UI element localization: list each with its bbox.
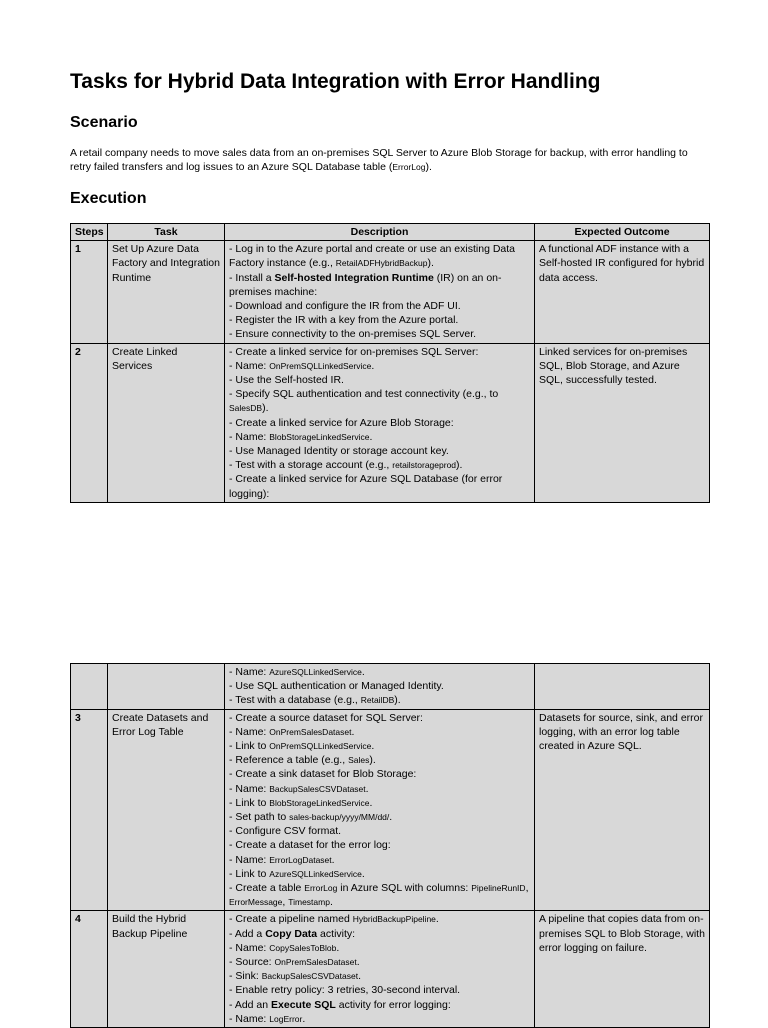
- description-line: [229, 711, 530, 725]
- scenario-text-after: ).: [425, 161, 432, 173]
- inline-code: BackupSalesCSVDataset: [269, 783, 366, 794]
- row-description: [225, 343, 535, 502]
- text-segment: .: [358, 970, 361, 983]
- row-task: [108, 664, 225, 710]
- text-segment: .: [369, 430, 373, 443]
- text-segment: - Use Managed Identity or storage account key.: [229, 445, 449, 458]
- scenario-text: [70, 146, 710, 174]
- description-line: [229, 416, 530, 430]
- table-row: [71, 343, 710, 502]
- scenario-heading: Scenario: [70, 114, 138, 131]
- description-line: [229, 345, 530, 359]
- description-line: [229, 767, 530, 781]
- inline-code: Sales: [348, 755, 370, 766]
- inline-code: PipelineRunID: [471, 883, 526, 894]
- text-segment: - Name:: [229, 941, 270, 954]
- inline-code: RetailADFHybridBackup: [335, 258, 428, 269]
- text-segment: - Log in to the Azure portal and create or use an existing Data: [229, 243, 516, 256]
- inline-code: ErrorMessage: [229, 897, 283, 908]
- text-segment: - Sink:: [229, 970, 262, 983]
- description-line: [229, 912, 530, 926]
- inline-code: OnPremSalesDataset: [274, 957, 357, 968]
- text-segment: - Name:: [229, 1012, 270, 1025]
- text-segment: - Use the Self-hosted IR.: [229, 374, 344, 387]
- inline-code: ErrorLogDataset: [269, 854, 332, 865]
- row-task: Set Up Azure Data Factory and Integration Runtime: [108, 241, 225, 343]
- row-step: [71, 664, 108, 710]
- row-description: [225, 709, 535, 911]
- inline-code: ErrorLog: [304, 883, 338, 894]
- text-segment: - Download and configure the IR from the ADF UI.: [229, 300, 461, 313]
- header-task: Task: [108, 224, 225, 241]
- row-description: [225, 241, 535, 343]
- description-line: [229, 679, 530, 693]
- text-segment: - Name:: [229, 666, 270, 678]
- description-line: [229, 810, 530, 824]
- scenario-text-code: ErrorLog: [392, 162, 426, 172]
- text-segment: - Reference a table (e.g.,: [229, 754, 349, 767]
- description-line: [229, 725, 530, 739]
- description-line: [229, 796, 530, 810]
- inline-code: retailstorageprod: [392, 460, 457, 471]
- text-segment: .: [389, 811, 393, 824]
- page-title: Tasks for Hybrid Data Integration with Error Handling: [70, 70, 601, 93]
- text-segment: .: [331, 853, 335, 866]
- header-description: Description: [225, 224, 535, 241]
- description-line: [229, 359, 530, 373]
- inline-code: AzureSQLLinkedService: [269, 868, 362, 879]
- table-row: [71, 911, 710, 1028]
- text-segment: - Create a linked service for on-premises SQL Server:: [229, 345, 479, 358]
- description-line: [229, 824, 530, 838]
- description-line: [229, 969, 530, 983]
- row-step: 1: [71, 241, 108, 343]
- description-line: [229, 927, 530, 941]
- header-outcome: Expected Outcome: [535, 224, 710, 241]
- text-segment: ).: [394, 694, 401, 707]
- inline-code: SalesDB: [229, 403, 263, 414]
- row-task: Create Datasets and Error Log Table: [108, 709, 225, 911]
- description-line: [229, 458, 530, 472]
- text-segment: .: [351, 725, 355, 738]
- inline-code: BackupSalesCSVDataset: [261, 971, 359, 982]
- bold-text: Self-hosted Integration Runtime: [274, 271, 434, 284]
- table-header-row: [71, 224, 710, 241]
- description-line: [229, 753, 530, 767]
- text-segment: - Name:: [229, 782, 270, 795]
- description-line: [229, 430, 530, 444]
- inline-code: OnPremSQLLinkedService: [269, 360, 372, 371]
- text-segment: .: [356, 956, 360, 969]
- text-segment: - Configure CSV format.: [229, 825, 342, 838]
- table-row: [71, 664, 710, 710]
- header-steps: Steps: [71, 224, 108, 241]
- description-line: [229, 998, 530, 1012]
- tasks-table-page2: [70, 663, 710, 1028]
- execution-heading: Execution: [70, 190, 147, 207]
- row-outcome: Datasets for source, sink, and error logging, with an error log table created in Azure SQL.: [535, 709, 710, 911]
- text-segment: ).: [456, 459, 463, 472]
- description-line: [229, 299, 530, 313]
- description-line: [229, 242, 530, 256]
- text-segment: - Create a pipeline named: [229, 913, 353, 926]
- description-line: [229, 693, 530, 707]
- scenario-text-before: A retail company needs to move sales data from an on-premises SQL Server to Azure Blob Storage for backup, with error handling to retry failed transfers and log issues to an Azure SQL Database table (: [70, 147, 688, 173]
- text-segment: - Specify SQL authentication and test connectivity (e.g., to: [229, 388, 499, 401]
- description-line: [229, 853, 530, 867]
- inline-code: BlobStorageLinkedService: [269, 797, 370, 808]
- text-segment: ).: [427, 257, 434, 270]
- text-segment: .: [336, 941, 340, 954]
- text-segment: - Set path to: [229, 811, 290, 824]
- text-segment: ,: [525, 882, 529, 895]
- text-segment: .: [361, 666, 365, 678]
- inline-code: OnPremSQLLinkedService: [269, 741, 372, 752]
- row-task: Build the Hybrid Backup Pipeline: [108, 911, 225, 1028]
- text-segment: ).: [369, 754, 376, 767]
- text-segment: - Name:: [229, 725, 270, 738]
- description-line: [229, 739, 530, 753]
- inline-code: OnPremSalesDataset: [269, 726, 352, 737]
- text-segment: - Create a table: [229, 882, 305, 895]
- row-step: 3: [71, 709, 108, 911]
- text-segment: - Enable retry policy: 3 retries, 30-second interval.: [229, 984, 461, 997]
- description-line: [229, 373, 530, 387]
- bold-text: Execute SQL: [271, 998, 336, 1011]
- row-step: 4: [71, 911, 108, 1028]
- text-segment: premises machine:: [229, 285, 318, 298]
- description-line: [229, 881, 530, 895]
- description-line: [229, 782, 530, 796]
- text-segment: - Install a: [229, 271, 275, 284]
- text-segment: ).: [262, 402, 269, 415]
- inline-code: HybridBackupPipeline: [352, 914, 436, 925]
- description-line: [229, 941, 530, 955]
- text-segment: .: [435, 913, 439, 926]
- text-segment: - Ensure connectivity to the on-premises SQL Server.: [229, 328, 477, 341]
- text-segment: - Test with a storage account (e.g.,: [229, 459, 393, 472]
- tasks-table-page1: [70, 223, 710, 503]
- row-outcome: A pipeline that copies data from on-premises SQL to Blob Storage, with error logging on failure.: [535, 911, 710, 1028]
- text-segment: - Create a linked service for Azure Blob Storage:: [229, 416, 454, 429]
- text-segment: - Name:: [229, 853, 270, 866]
- inline-code: RetailDB: [360, 695, 395, 706]
- description-line: [229, 387, 530, 401]
- description-line: [229, 665, 530, 679]
- description-line: [229, 472, 530, 486]
- description-line: [229, 271, 530, 285]
- description-line: [229, 983, 530, 997]
- text-segment: - Add an: [229, 998, 272, 1011]
- description-line: [229, 313, 530, 327]
- table-row: [71, 241, 710, 343]
- text-segment: - Link to: [229, 740, 270, 753]
- row-description: [225, 664, 535, 710]
- row-outcome: A functional ADF instance with a Self-hosted IR configured for hybrid data access.: [535, 241, 710, 343]
- bold-text: Copy Data: [265, 927, 318, 940]
- text-segment: .: [369, 796, 373, 809]
- text-segment: - Test with a database (e.g.,: [229, 694, 361, 707]
- text-segment: (IR) on an on-: [433, 271, 502, 284]
- row-description: [225, 911, 535, 1028]
- inline-code: Timestamp: [288, 897, 330, 908]
- inline-code: BlobStorageLinkedService: [269, 431, 370, 442]
- row-outcome: Linked services for on-premises SQL, Blob Storage, and Azure SQL, successfully tested.: [535, 343, 710, 502]
- text-segment: logging):: [229, 487, 270, 500]
- text-segment: - Create a dataset for the error log:: [229, 839, 391, 852]
- text-segment: - Create a source dataset for SQL Server:: [229, 711, 423, 724]
- description-line: [229, 955, 530, 969]
- text-segment: - Add a: [229, 927, 266, 940]
- text-segment: activity for error logging:: [335, 998, 451, 1011]
- text-segment: - Create a linked service for Azure SQL Database (for error: [229, 473, 503, 486]
- row-task: Create Linked Services: [108, 343, 225, 502]
- text-segment: .: [302, 1012, 306, 1025]
- description-line: [229, 256, 530, 270]
- description-line: [229, 895, 530, 909]
- text-segment: .: [371, 740, 375, 753]
- text-segment: ,: [282, 896, 289, 909]
- text-segment: - Name:: [229, 430, 270, 443]
- description-line: [229, 401, 530, 415]
- inline-code: AzureSQLLinkedService: [269, 667, 362, 677]
- description-line: [229, 867, 530, 881]
- row-step: 2: [71, 343, 108, 502]
- text-segment: - Create a sink dataset for Blob Storage:: [229, 768, 417, 781]
- description-line: [229, 444, 530, 458]
- text-segment: activity:: [317, 927, 356, 940]
- text-segment: - Link to: [229, 796, 270, 809]
- description-line: [229, 327, 530, 341]
- text-segment: - Name:: [229, 359, 270, 372]
- inline-code: sales-backup/yyyy/MM/dd/: [289, 812, 390, 823]
- description-line: [229, 487, 530, 501]
- text-segment: in Azure SQL with columns:: [337, 882, 472, 895]
- description-line: [229, 838, 530, 852]
- text-segment: - Register the IR with a key from the Azure portal.: [229, 314, 459, 327]
- text-segment: .: [329, 896, 333, 909]
- table-row: [71, 709, 710, 911]
- text-segment: .: [361, 867, 365, 880]
- text-segment: - Use SQL authentication or Managed Identity.: [229, 680, 444, 693]
- text-segment: Factory instance (e.g.,: [229, 257, 336, 270]
- description-line: [229, 285, 530, 299]
- inline-code: CopySalesToBlob: [269, 942, 337, 953]
- text-segment: .: [365, 782, 369, 795]
- row-outcome: [535, 664, 710, 710]
- text-segment: - Source:: [229, 956, 275, 969]
- text-segment: - Link to: [229, 867, 270, 880]
- text-segment: .: [371, 359, 375, 372]
- inline-code: LogError: [269, 1013, 303, 1024]
